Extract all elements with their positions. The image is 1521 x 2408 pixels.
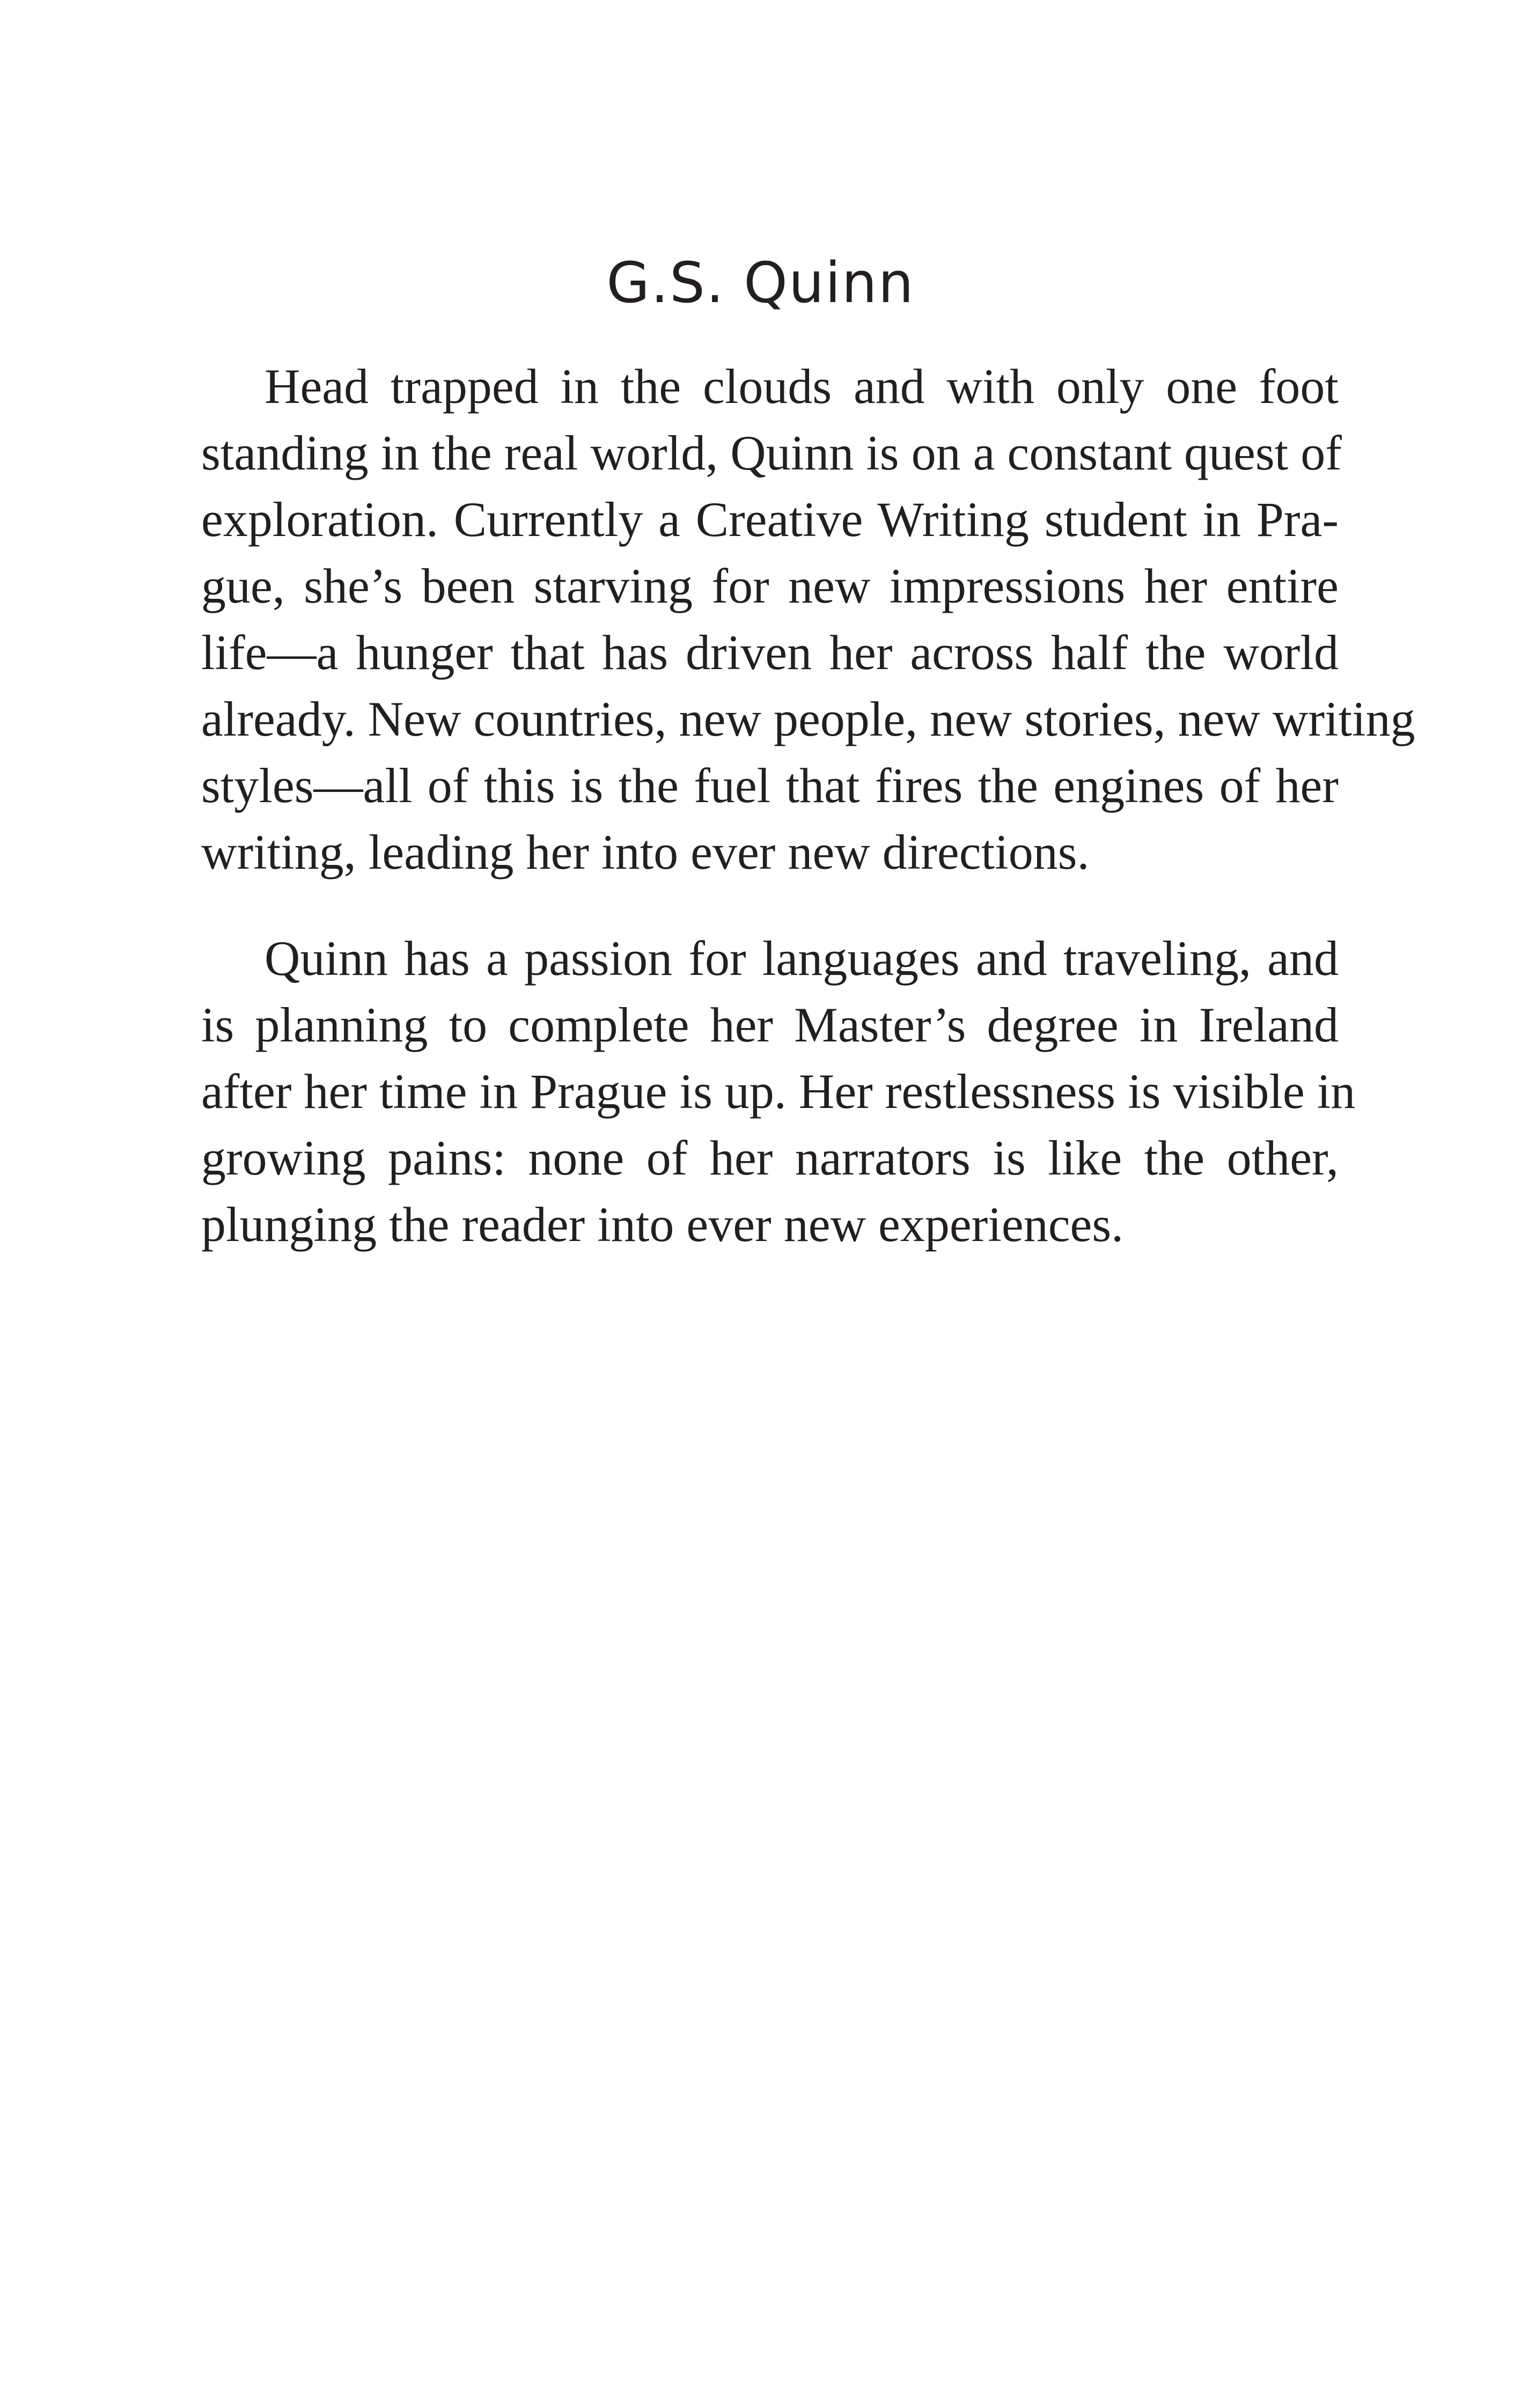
bio-line: life—a hunger that has driven her across half the world — [201, 625, 1339, 680]
paragraph-spacer — [201, 885, 1339, 925]
bio-line: gue, she’s been starving for new impressions her entire — [201, 559, 1339, 613]
bio-line: after her time in Prague is up. Her restlessness is visible in — [201, 1064, 1356, 1119]
bio-line: growing pains: none of her narrators is like the other, — [201, 1130, 1339, 1185]
bio-line: Head trapped in the clouds and with only one foot — [264, 359, 1339, 414]
bio-line: writing, leading her into ever new directions. — [201, 825, 1090, 879]
bio-paragraph-2 — [201, 925, 1356, 1258]
bio-line: styles—all of this is the fuel that fires the engines of her — [201, 758, 1339, 813]
bio-line: plunging the reader into ever new experiences. — [201, 1197, 1124, 1252]
bio-line: is planning to complete her Master’s degree in Ireland — [201, 997, 1339, 1052]
author-bio — [201, 353, 1415, 1258]
bio-paragraph-1 — [201, 353, 1415, 885]
bio-line: exploration. Currently a Creative Writing student in Pra- — [201, 492, 1339, 547]
bio-line: already. New countries, new people, new stories, new writing — [201, 692, 1415, 746]
bio-line: standing in the real world, Quinn is on a constant quest of — [201, 425, 1342, 480]
author-name-heading: G.S. Quinn — [606, 250, 915, 315]
bio-line: Quinn has a passion for languages and traveling, and — [264, 931, 1339, 986]
